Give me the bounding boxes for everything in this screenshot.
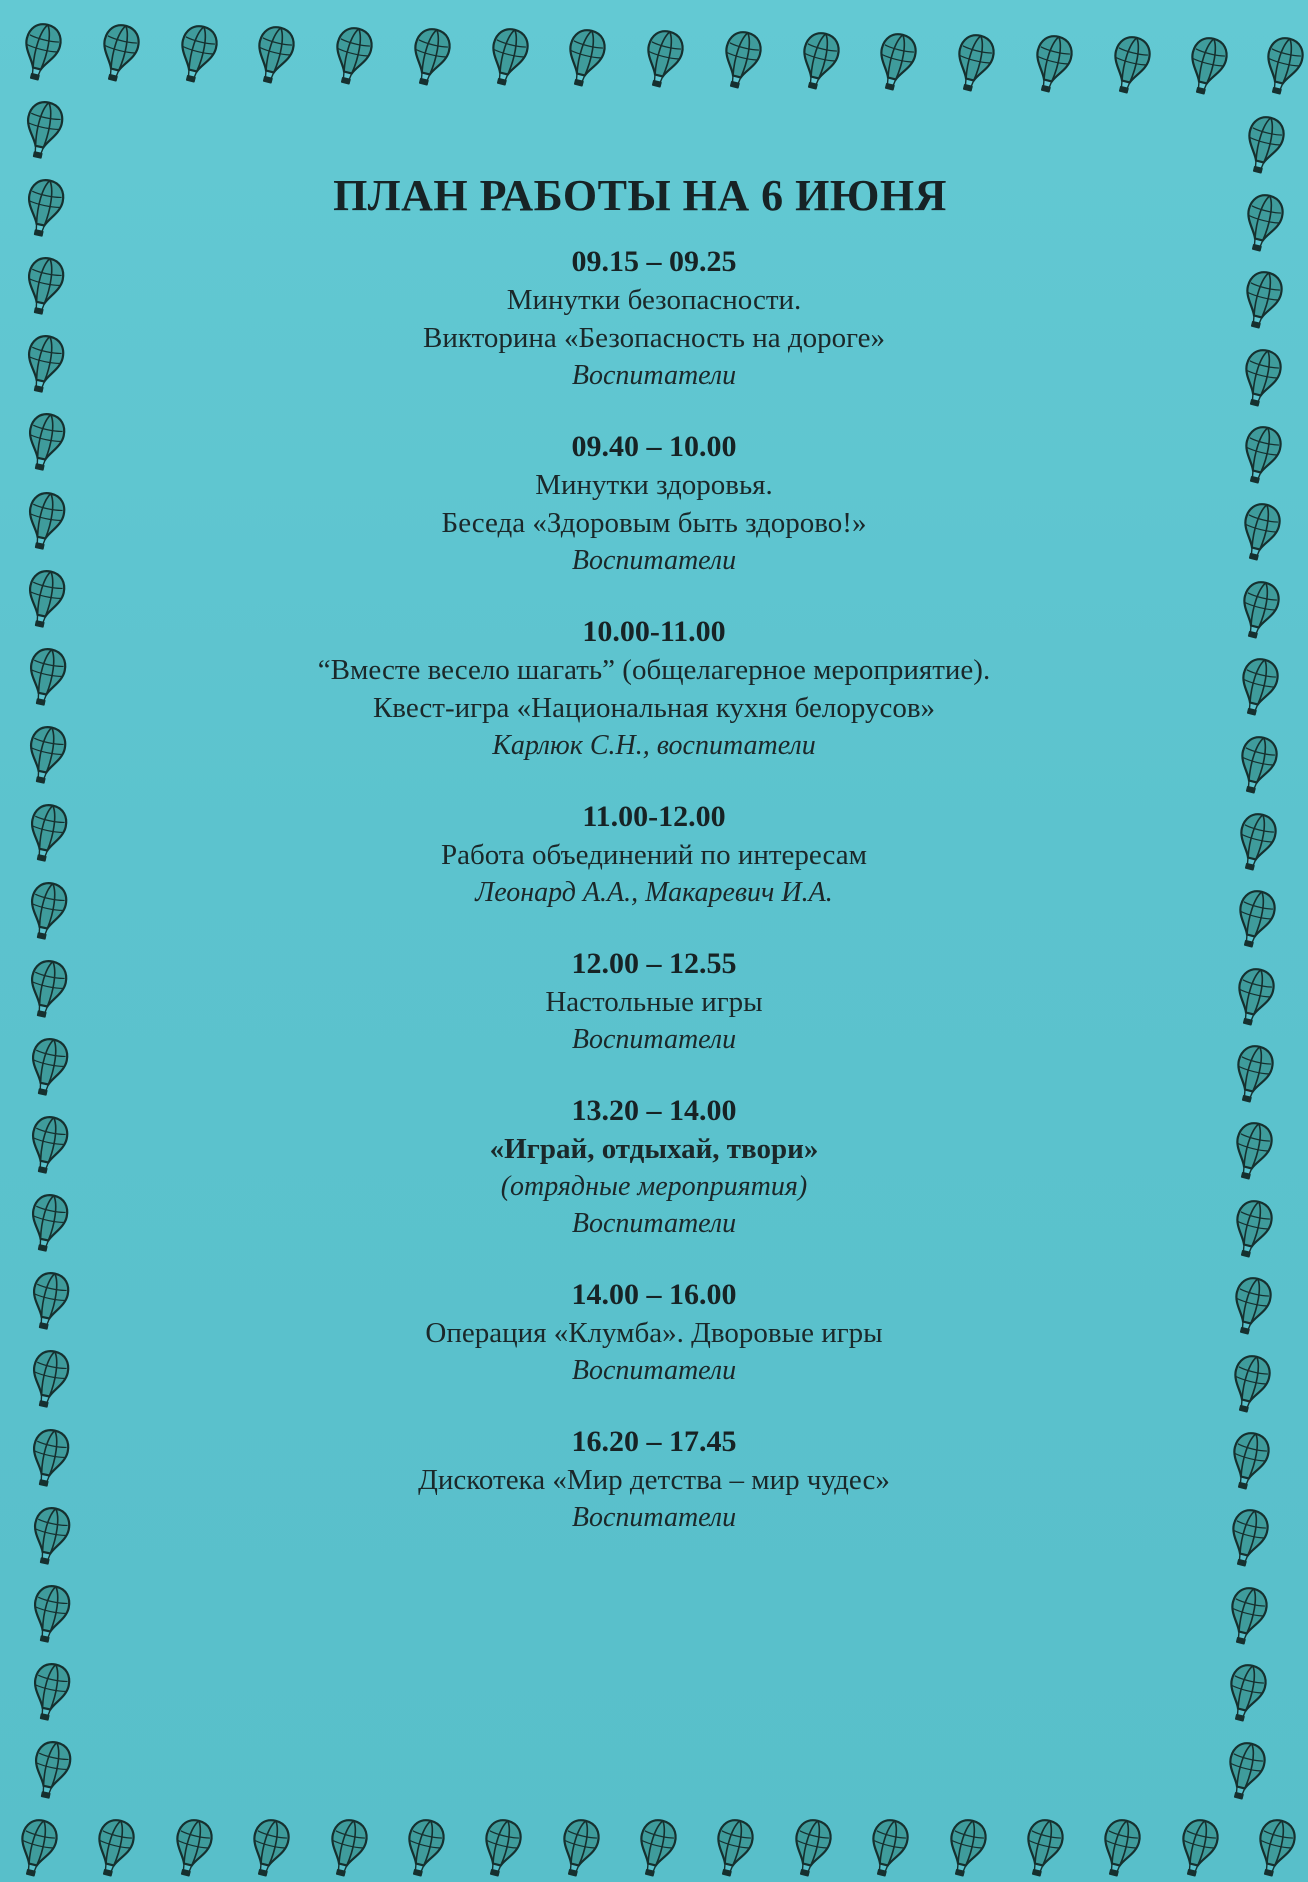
event-responsible: Воспитатели (571, 1502, 737, 1533)
hot-air-balloon-icon (22, 800, 72, 867)
event-time: 14.00 – 16.00 (571, 1278, 737, 1311)
hot-air-balloon-icon (1234, 499, 1285, 566)
hot-air-balloon-icon (560, 25, 611, 92)
hot-air-balloon-icon (1228, 1040, 1279, 1107)
hot-air-balloon-icon (1231, 731, 1282, 798)
hot-air-balloon-icon (1225, 1273, 1276, 1340)
hot-air-balloon-icon (1227, 1118, 1278, 1185)
event-responsible: Леонард А.А., Макаревич И.А. (475, 877, 833, 908)
hot-air-balloon-icon (482, 24, 533, 91)
hot-air-balloon-icon (1232, 653, 1283, 720)
hot-air-balloon-icon (20, 487, 70, 554)
hot-air-balloon-icon (1235, 421, 1286, 488)
hot-air-balloon-icon (404, 23, 455, 90)
event-2 (120, 428, 1188, 579)
hot-air-balloon-icon (1219, 1737, 1270, 1804)
hot-air-balloon-icon (940, 1814, 991, 1881)
hot-air-balloon-icon (1230, 808, 1281, 875)
hot-air-balloon-icon (1229, 886, 1280, 953)
hot-air-balloon-icon (708, 1814, 759, 1881)
hot-air-balloon-icon (21, 721, 71, 788)
hot-air-balloon-icon (1226, 1195, 1277, 1262)
hot-air-balloon-icon (862, 1814, 913, 1881)
event-description: Дискотека «Мир детства – мир чудес» (418, 1464, 890, 1496)
event-time: 10.00-11.00 (582, 615, 726, 648)
hot-air-balloon-icon (25, 1580, 75, 1647)
event-6 (120, 1092, 1188, 1242)
hot-air-balloon-icon (1222, 1505, 1273, 1572)
hot-air-balloon-icon (1257, 33, 1308, 100)
event-time: 13.20 – 14.00 (571, 1094, 737, 1127)
event-7 (120, 1276, 1188, 1389)
hot-air-balloon-icon (1236, 344, 1287, 411)
event-description: «Играй, отдыхай, твори» (489, 1133, 819, 1165)
event-description: Викторина «Безопасность на дороге» (423, 322, 885, 354)
event-description: “Вместе весело шагать” (общелагерное мероприятие). (317, 654, 991, 686)
event-responsible: Воспитатели (571, 1208, 737, 1239)
event-description: Квест-игра «Национальная кухня белорусов» (372, 692, 936, 724)
hot-air-balloon-icon (11, 1814, 62, 1881)
hot-air-balloon-icon (23, 1190, 73, 1257)
hot-air-balloon-icon (326, 22, 377, 89)
page-title: ПЛАН РАБОТЫ НА 6 ИЮНЯ (333, 171, 947, 220)
event-time: 12.00 – 12.55 (571, 947, 737, 980)
hot-air-balloon-icon (793, 27, 844, 94)
event-description: Работа объединений по интересам (441, 839, 867, 871)
event-8 (120, 1423, 1188, 1536)
event-3 (120, 613, 1188, 764)
hot-air-balloon-icon (1017, 1814, 1068, 1881)
event-description: Минутки безопасности. (506, 284, 802, 316)
hot-air-balloon-icon (1095, 1814, 1146, 1881)
hot-air-balloon-icon (871, 28, 922, 95)
schedule-content (120, 170, 1188, 1570)
hot-air-balloon-icon (23, 1112, 73, 1179)
hot-air-balloon-icon (1221, 1582, 1272, 1649)
hot-air-balloon-icon (20, 331, 70, 398)
event-description: Минутки здоровья. (535, 469, 773, 501)
hot-air-balloon-icon (166, 1814, 217, 1881)
event-description: Настольные игры (545, 986, 763, 1018)
event-responsible: Воспитатели (571, 1355, 737, 1386)
hot-air-balloon-icon (1233, 576, 1284, 643)
hot-air-balloon-icon (1237, 266, 1288, 333)
hot-air-balloon-icon (22, 956, 72, 1023)
hot-air-balloon-icon (630, 1814, 681, 1881)
hot-air-balloon-icon (93, 19, 144, 86)
hot-air-balloon-icon (1026, 30, 1077, 97)
hot-air-balloon-icon (1237, 189, 1288, 256)
hot-air-balloon-icon (21, 565, 71, 632)
event-1 (120, 243, 1188, 394)
event-description: Беседа «Здоровым быть здорово!» (441, 507, 867, 539)
hot-air-balloon-icon (1104, 31, 1155, 98)
hot-air-balloon-icon (23, 1034, 73, 1101)
event-time: 11.00-12.00 (582, 800, 726, 833)
event-description: Операция «Клумба». Дворовые игры (425, 1317, 883, 1349)
hot-air-balloon-icon (1182, 32, 1233, 99)
hot-air-balloon-icon (20, 409, 70, 476)
hot-air-balloon-icon (785, 1814, 836, 1881)
event-responsible: Воспитатели (571, 1024, 737, 1055)
hot-air-balloon-icon (25, 1502, 75, 1569)
event-time: 09.15 – 09.25 (571, 245, 737, 278)
hot-air-balloon-icon (24, 1268, 74, 1335)
hot-air-balloon-icon (948, 29, 999, 96)
event-time: 09.40 – 10.00 (571, 430, 737, 463)
hot-air-balloon-icon (19, 253, 69, 320)
hot-air-balloon-icon (26, 1737, 76, 1804)
hot-air-balloon-icon (249, 21, 300, 88)
event-responsible: Воспитатели (571, 360, 737, 391)
hot-air-balloon-icon (19, 97, 69, 164)
hot-air-balloon-icon (715, 26, 766, 93)
hot-air-balloon-icon (1249, 1814, 1300, 1881)
hot-air-balloon-icon (637, 25, 688, 92)
hot-air-balloon-icon (22, 878, 72, 945)
event-responsible: Воспитатели (571, 545, 737, 576)
hot-air-balloon-icon (171, 20, 222, 87)
event-time: 16.20 – 17.45 (571, 1425, 737, 1458)
hot-air-balloon-icon (15, 18, 66, 85)
hot-air-balloon-icon (1220, 1659, 1271, 1726)
event-responsible: Карлюк С.Н., воспитатели (492, 730, 816, 761)
hot-air-balloon-icon (21, 643, 71, 710)
hot-air-balloon-icon (1172, 1814, 1223, 1881)
hot-air-balloon-icon (24, 1424, 74, 1491)
hot-air-balloon-icon (1223, 1427, 1274, 1494)
hot-air-balloon-icon (398, 1814, 449, 1881)
hot-air-balloon-icon (553, 1814, 604, 1881)
hot-air-balloon-icon (1224, 1350, 1275, 1417)
hot-air-balloon-icon (1228, 963, 1279, 1030)
event-5 (120, 945, 1188, 1058)
hot-air-balloon-icon (1238, 112, 1289, 179)
hot-air-balloon-icon (19, 175, 69, 242)
event-4 (120, 798, 1188, 911)
hot-air-balloon-icon (89, 1814, 140, 1881)
hot-air-balloon-icon (26, 1659, 76, 1726)
hot-air-balloon-icon (321, 1814, 372, 1881)
hot-air-balloon-icon (24, 1346, 74, 1413)
hot-air-balloon-icon (476, 1814, 527, 1881)
event-note: (отрядные мероприятия) (500, 1171, 808, 1202)
hot-air-balloon-icon (243, 1814, 294, 1881)
